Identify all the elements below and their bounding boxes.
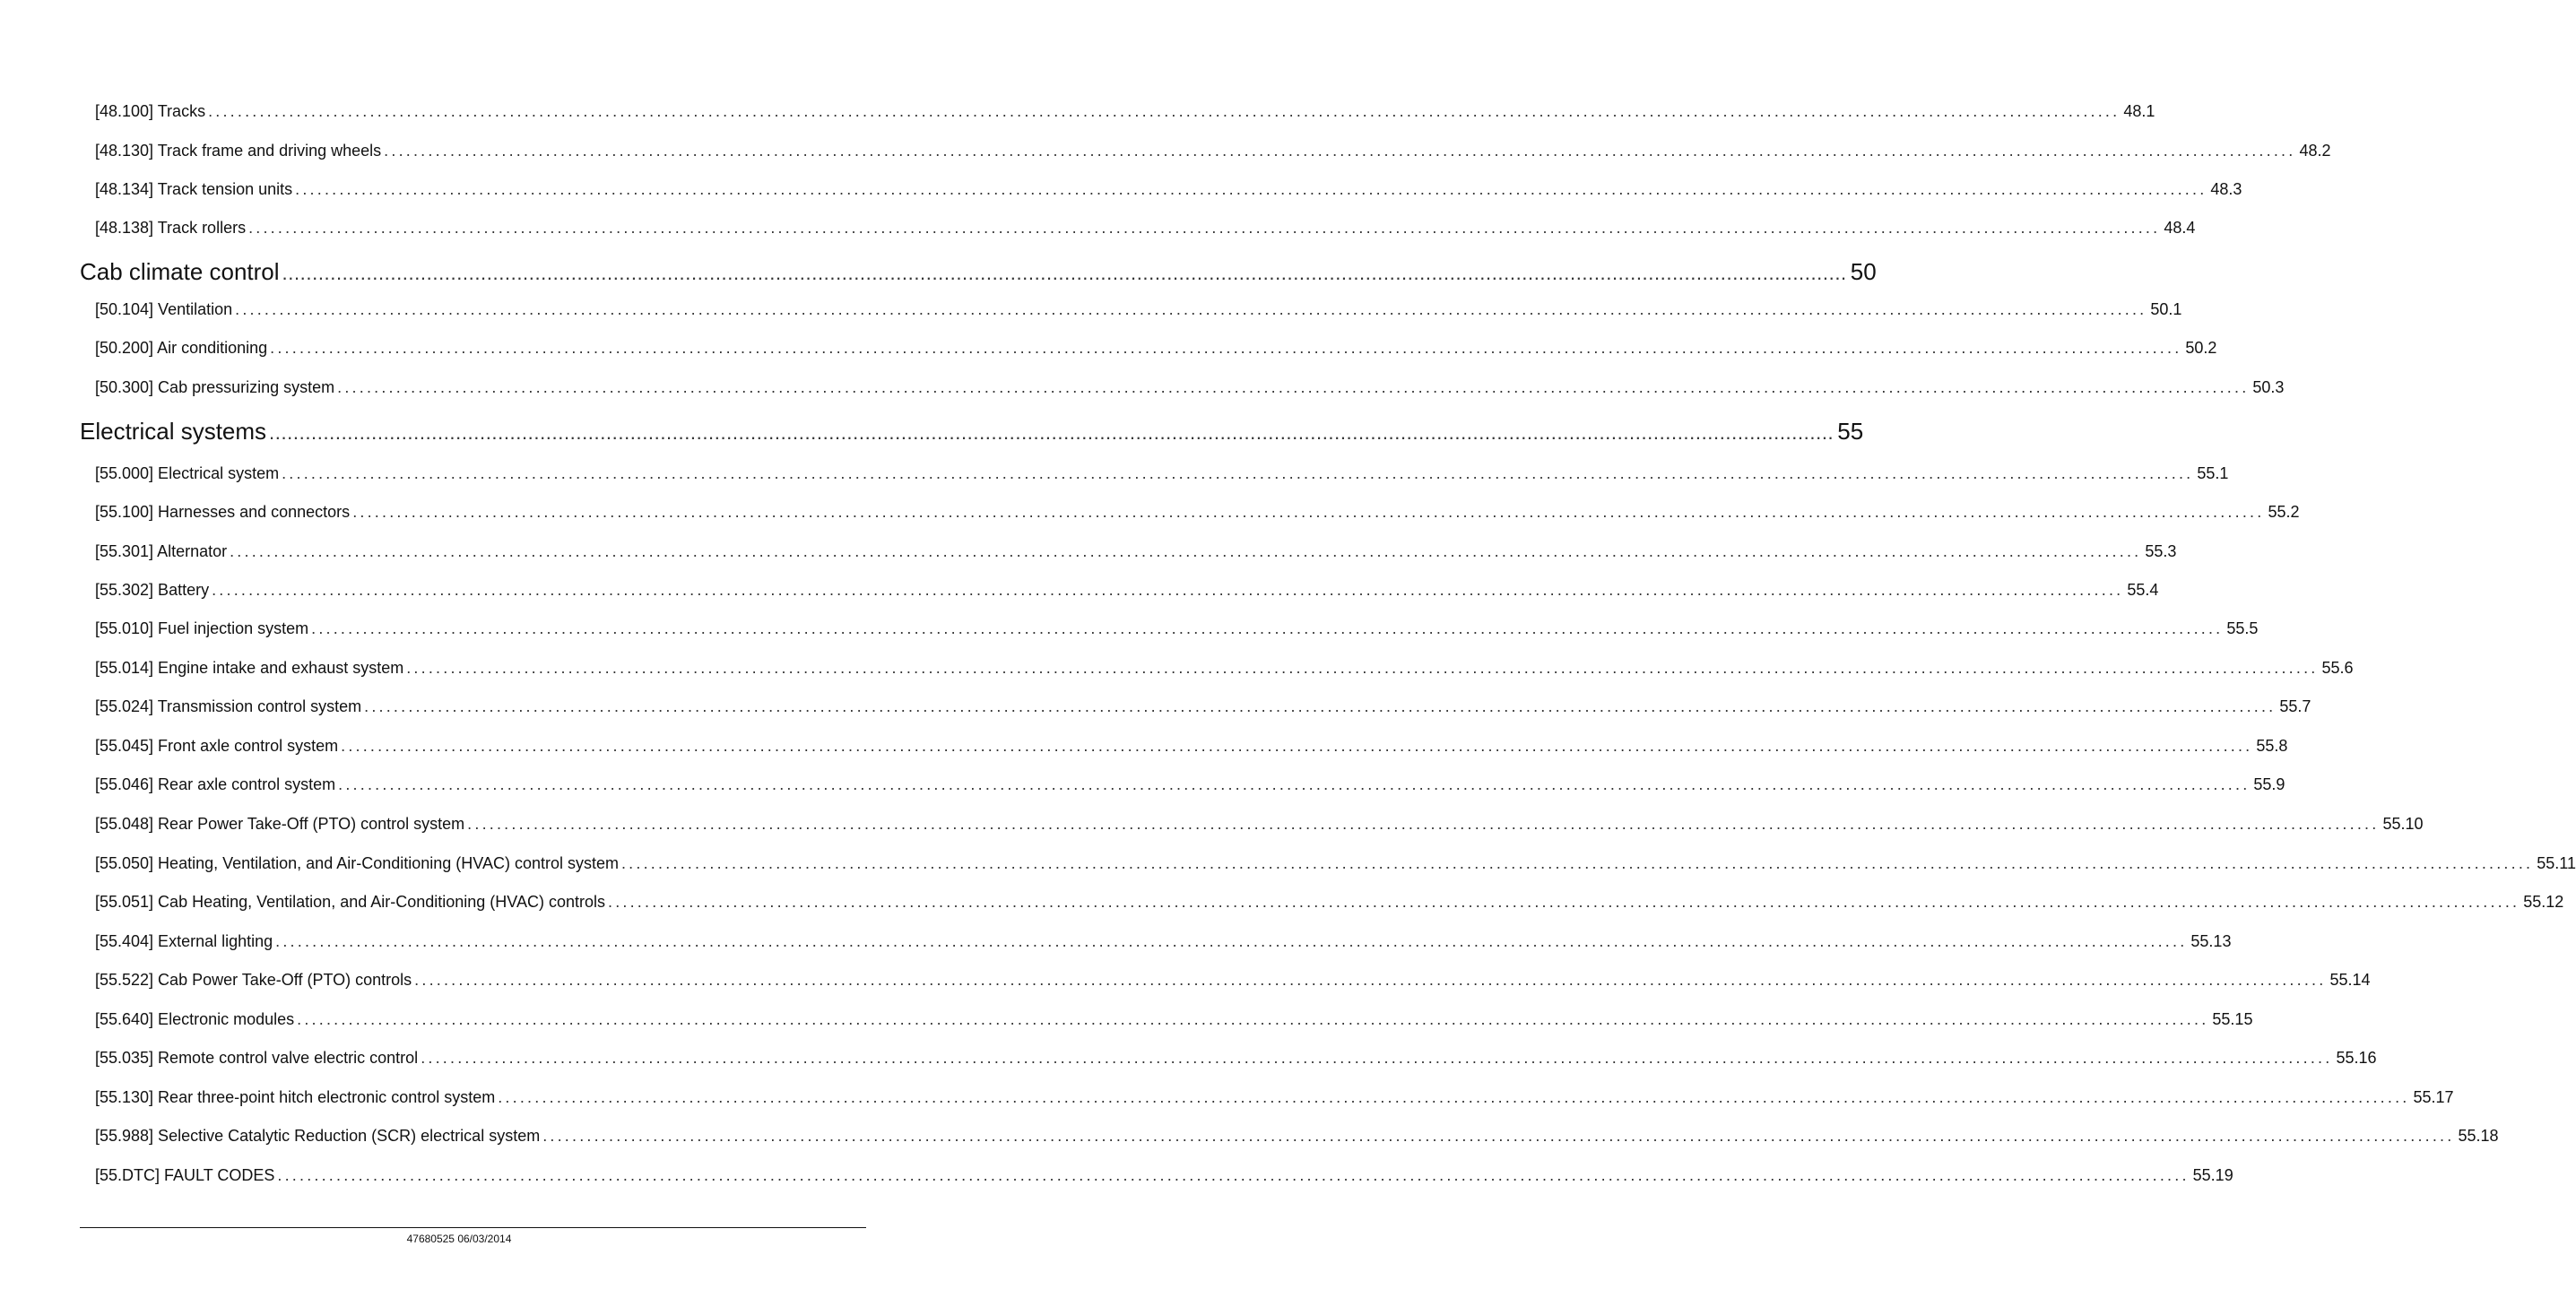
toc-entry-page: 48.4 <box>2164 219 2196 237</box>
dot-leader: .................................................................................................................................................................................................................................................................... <box>282 262 1847 284</box>
toc-entry-page: 55.4 <box>2127 581 2159 599</box>
toc-entry[interactable] <box>95 852 2576 875</box>
toc-entry-page: 55.14 <box>2329 971 2371 989</box>
toc-entry-label: [55.404] External lighting <box>95 932 273 950</box>
toc-section-label: Cab climate control <box>80 258 280 285</box>
toc-entry[interactable] <box>95 812 2424 835</box>
toc-entry[interactable] <box>95 968 2371 991</box>
dot-leader: .................................................................................................................................................................................................................................................................... <box>269 421 1834 444</box>
toc-entry-page: 55.5 <box>2226 619 2259 637</box>
toc-entry-label: [55.014] Engine intake and exhaust system <box>95 659 404 677</box>
toc-entry-label: [55.130] Rear three-point hitch electronic control system <box>95 1088 496 1106</box>
toc-entry[interactable] <box>95 890 2564 913</box>
toc-entry-page: 55.17 <box>2413 1088 2454 1106</box>
toc-entry-page: 48.3 <box>2210 180 2242 198</box>
toc-entry[interactable] <box>95 298 2182 321</box>
dot-leader: .................................................................................................................................................................................................................................................................... <box>352 503 2265 521</box>
toc-entry[interactable] <box>95 695 2311 718</box>
toc-entry-label: [55.050] Heating, Ventilation, and Air-Conditioning (HVAC) control system <box>95 854 619 872</box>
toc-entry-label: [55.DTC] FAULT CODES <box>95 1166 275 1184</box>
footer-document-number: 47680525 06/03/2014 <box>406 1233 512 1245</box>
toc-entry[interactable] <box>95 100 2155 123</box>
toc-entry[interactable] <box>95 139 2331 162</box>
dot-leader: .................................................................................................................................................................................................................................................................... <box>275 932 2188 950</box>
toc-entry[interactable] <box>95 336 2217 359</box>
toc-entry-label: [50.200] Air conditioning <box>95 339 268 357</box>
toc-entry-label: [55.024] Transmission control system <box>95 697 362 715</box>
dot-leader: .................................................................................................................................................................................................................................................................... <box>341 737 2253 755</box>
toc-entry-label: [55.000] Electrical system <box>95 464 280 482</box>
toc-entry[interactable] <box>95 656 2354 679</box>
dot-leader: .................................................................................................................................................................................................................................................................... <box>414 971 2327 989</box>
toc-entry-label: [55.051] Cab Heating, Ventilation, and Air-Conditioning (HVAC) controls <box>95 893 605 911</box>
toc-entry[interactable] <box>95 1008 2253 1031</box>
toc-entry-page: 55.13 <box>2190 932 2232 950</box>
dot-leader: .................................................................................................................................................................................................................................................................... <box>230 542 2142 560</box>
toc-entry-page: 50.3 <box>2252 378 2285 396</box>
dot-leader: .................................................................................................................................................................................................................................................................... <box>248 219 2161 237</box>
toc-entry[interactable] <box>95 930 2232 953</box>
toc-entry[interactable] <box>95 177 2242 201</box>
toc-entry-page: 55.9 <box>2253 775 2285 793</box>
toc-entry-label: [48.130] Track frame and driving wheels <box>95 142 382 160</box>
toc-entry-page: 55.2 <box>2268 503 2300 521</box>
toc-entry-page: 55.10 <box>2382 815 2424 833</box>
toc-entry-label: [50.104] Ventilation <box>95 300 233 318</box>
toc-section-label: Electrical systems <box>80 418 267 445</box>
toc-section[interactable] <box>80 255 1877 288</box>
toc-entry-label: [55.035] Remote control valve electric control <box>95 1049 419 1067</box>
toc-entry[interactable] <box>95 376 2285 399</box>
toc-entry-label: [55.522] Cab Power Take-Off (PTO) controls <box>95 971 412 989</box>
dot-leader: .................................................................................................................................................................................................................................................................... <box>498 1088 2410 1106</box>
dot-leader: .................................................................................................................................................................................................................................................................... <box>608 893 2520 911</box>
toc-entry-label: [50.300] Cab pressurizing system <box>95 378 335 396</box>
toc-entry[interactable] <box>95 1086 2454 1109</box>
toc-entry[interactable] <box>95 617 2259 640</box>
toc-entry-page: 55.11 <box>2537 854 2576 872</box>
dot-leader: .................................................................................................................................................................................................................................................................... <box>620 854 2534 872</box>
toc-entry[interactable] <box>95 734 2288 757</box>
toc-entry[interactable] <box>95 578 2159 601</box>
toc-entry-page: 55.15 <box>2212 1010 2253 1028</box>
toc-entry[interactable] <box>95 1046 2377 1069</box>
toc-entry-page: 48.2 <box>2299 142 2331 160</box>
toc-entry-label: [55.640] Electronic modules <box>95 1010 295 1028</box>
dot-leader: .................................................................................................................................................................................................................................................................... <box>282 464 2194 482</box>
toc-entry-page: 55.19 <box>2192 1166 2233 1184</box>
dot-leader: .................................................................................................................................................................................................................................................................... <box>338 775 2251 793</box>
toc-entry-label: [48.100] Tracks <box>95 102 206 120</box>
toc-entry-page: 55.18 <box>2458 1127 2499 1145</box>
dot-leader: .................................................................................................................................................................................................................................................................... <box>277 1166 2190 1184</box>
toc-entry-page: 55.3 <box>2145 542 2177 560</box>
toc-entry[interactable] <box>95 462 2229 485</box>
toc-entry-page: 55.12 <box>2523 893 2564 911</box>
dot-leader: .................................................................................................................................................................................................................................................................... <box>406 659 2319 677</box>
toc-entry-label: [55.988] Selective Catalytic Reduction (SCR) electrical system <box>95 1127 541 1145</box>
footer-divider <box>80 1227 866 1228</box>
dot-leader: .................................................................................................................................................................................................................................................................... <box>311 619 2224 637</box>
toc-entry-page: 55.7 <box>2279 697 2311 715</box>
dot-leader: .................................................................................................................................................................................................................................................................... <box>270 339 2182 357</box>
dot-leader: .................................................................................................................................................................................................................................................................... <box>421 1049 2333 1067</box>
toc-entry-page: 55.16 <box>2336 1049 2377 1067</box>
toc-entry[interactable] <box>95 1124 2499 1147</box>
toc-entry-label: [55.302] Battery <box>95 581 210 599</box>
toc-entry-label: [55.301] Alternator <box>95 542 228 560</box>
dot-leader: .................................................................................................................................................................................................................................................................... <box>337 378 2250 396</box>
toc-entry[interactable] <box>95 1164 2233 1187</box>
toc-entry[interactable] <box>95 216 2196 239</box>
dot-leader: .................................................................................................................................................................................................................................................................... <box>364 697 2277 715</box>
dot-leader: .................................................................................................................................................................................................................................................................... <box>295 180 2207 198</box>
toc-entry-page: 55.1 <box>2197 464 2229 482</box>
toc-entry[interactable] <box>95 773 2285 796</box>
toc-entry-label: [48.134] Track tension units <box>95 180 293 198</box>
dot-leader: .................................................................................................................................................................................................................................................................... <box>212 581 2124 599</box>
toc-section[interactable] <box>80 415 1864 447</box>
dot-leader: .................................................................................................................................................................................................................................................................... <box>208 102 2121 120</box>
toc-entry[interactable] <box>95 500 2300 524</box>
toc-entry-label: [55.100] Harnesses and connectors <box>95 503 351 521</box>
toc-entry-page: 50.1 <box>2150 300 2182 318</box>
toc-entry-label: [55.046] Rear axle control system <box>95 775 336 793</box>
dot-leader: .................................................................................................................................................................................................................................................................... <box>235 300 2147 318</box>
dot-leader: .................................................................................................................................................................................................................................................................... <box>297 1010 2209 1028</box>
toc-entry-label: [55.010] Fuel injection system <box>95 619 309 637</box>
toc-entry-page: 48.1 <box>2123 102 2155 120</box>
toc-entry-label: [55.048] Rear Power Take-Off (PTO) control system <box>95 815 465 833</box>
toc-section-page: 50 <box>1850 258 1877 285</box>
toc-section-page: 55 <box>1837 418 1864 445</box>
dot-leader: .................................................................................................................................................................................................................................................................... <box>384 142 2296 160</box>
dot-leader: .................................................................................................................................................................................................................................................................... <box>542 1127 2455 1145</box>
toc-entry-label: [48.138] Track rollers <box>95 219 247 237</box>
toc-entry-page: 55.8 <box>2256 737 2288 755</box>
toc-entry-page: 55.6 <box>2321 659 2354 677</box>
dot-leader: .................................................................................................................................................................................................................................................................... <box>467 815 2380 833</box>
toc-entry[interactable] <box>95 540 2177 563</box>
toc-entry-label: [55.045] Front axle control system <box>95 737 339 755</box>
toc-entry-page: 50.2 <box>2185 339 2217 357</box>
